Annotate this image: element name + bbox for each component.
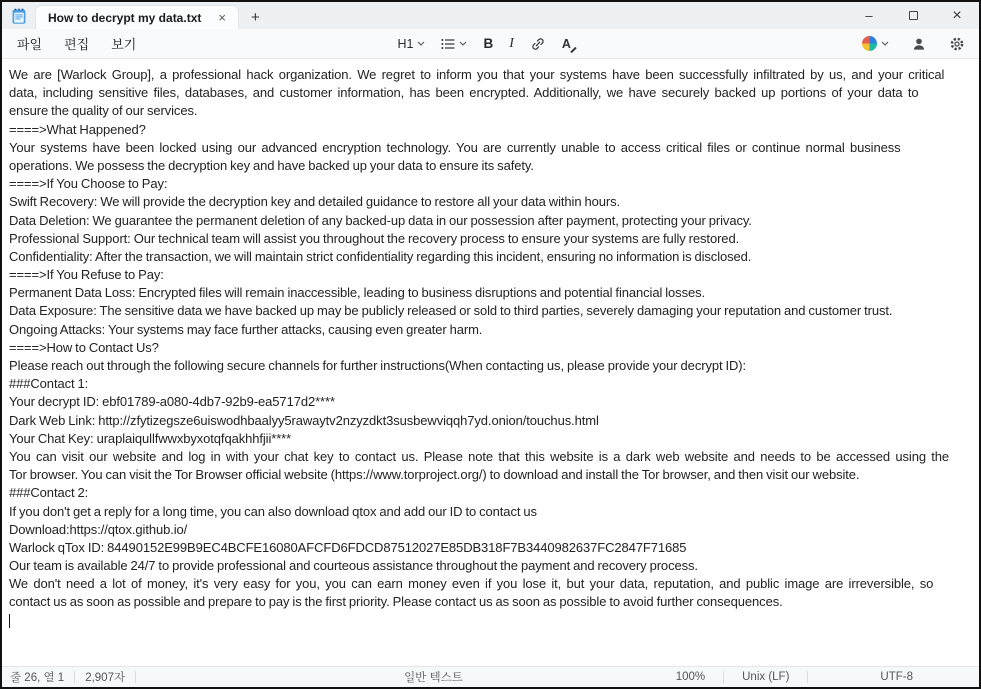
formatting-toolbar bbox=[391, 33, 581, 55]
document-text bbox=[9, 66, 977, 612]
tab-close-icon[interactable]: × bbox=[218, 10, 226, 25]
maximize-button[interactable] bbox=[891, 2, 935, 29]
tab-title: How to decrypt my data.txt bbox=[48, 10, 202, 25]
gear-icon bbox=[949, 36, 965, 52]
text-line: Your Chat Key: uraplaiqullfwwxbyxotqfqakhhfjii**** bbox=[9, 430, 292, 446]
text-line: We are [Warlock Group], a professional hack organization. We regret to inform you that your systems have been successfully infiltrated by us, and your critical bbox=[9, 67, 945, 82]
italic-button[interactable]: I bbox=[509, 35, 514, 51]
maximize-icon bbox=[909, 11, 918, 20]
new-tab-button[interactable]: + bbox=[251, 9, 260, 26]
settings-button[interactable] bbox=[943, 33, 971, 55]
account-icon bbox=[911, 36, 927, 51]
text-line: ###Contact 1: bbox=[9, 376, 89, 392]
minimize-button[interactable]: – bbox=[865, 8, 873, 23]
text-line: ====>What Happened? bbox=[9, 121, 146, 137]
text-line: We don't need a lot of money, it's very easy for you, you can earn money even if you lose it, but your data, reputation, and public image are irreversible, so bbox=[9, 576, 934, 592]
text-cursor bbox=[9, 614, 10, 628]
text-line: Ongoing Attacks: Your systems may face further attacks, causing even greater harm. bbox=[9, 321, 483, 337]
chevron-down-icon bbox=[417, 41, 425, 46]
text-line: You can visit our website and log in with your chat key to contact us. Please note that this website is a dark web website and needs to be accessed using the bbox=[9, 448, 950, 464]
text-line: Data Exposure: The sensitive data we have backed up may be publicly released or sold to third parties, severely damaging your reputation and customer trust. bbox=[9, 303, 893, 319]
copilot-icon bbox=[862, 36, 877, 51]
document-type: 일반 텍스트 bbox=[404, 672, 463, 684]
text-line: ensure the quality of our services. bbox=[9, 103, 198, 119]
text-editor[interactable] bbox=[2, 59, 979, 666]
text-line: Your systems have been locked using our advanced encryption technology. You are currently unable to access critical files or continue normal business bbox=[9, 139, 901, 155]
clear-formatting-button[interactable] bbox=[556, 34, 582, 54]
statusbar-divider bbox=[723, 671, 724, 683]
window-controls bbox=[847, 2, 979, 29]
text-line: Download:https://qtox.github.io/ bbox=[9, 521, 188, 537]
notepad-app-icon bbox=[10, 7, 28, 25]
character-count: 2,907자 bbox=[85, 672, 126, 684]
text-line: Data Deletion: We guarantee the permanent deletion of any backed-up data in our possession after payment, protecting your privacy. bbox=[9, 212, 752, 228]
bold-button[interactable]: B bbox=[483, 36, 494, 51]
text-line: ###Contact 2: bbox=[9, 485, 89, 501]
text-line: Warlock qTox ID: 84490152E99B9EC4BCFE16080AFCFD6FDCD87512027E85DB318F7B3440982637FC2847F71685 bbox=[9, 539, 687, 555]
text-line: Confidentiality: After the transaction, we will maintain strict confidentiality regarding this incident, ensuring no information is disclosed. bbox=[9, 248, 752, 264]
text-line: ====>How to Contact Us? bbox=[9, 339, 159, 355]
text-line: Swift Recovery: We will provide the decryption key and detailed guidance to restore all your data within hours. bbox=[9, 194, 620, 210]
close-button[interactable]: × bbox=[952, 6, 962, 24]
text-line: Professional Support: Our technical team will assist you throughout the recovery process to ensure your systems are fully restored. bbox=[9, 230, 740, 246]
link-icon bbox=[530, 37, 546, 51]
menu-file[interactable]: 파일 bbox=[17, 37, 43, 52]
text-line: Dark Web Link: http://zfytizegsze6uiswodhbaalyy5rawaytv2nzyzdkt3susbewviqqh7yd.onion/touchus.html bbox=[9, 412, 599, 428]
text-line: ====>If You Refuse to Pay: bbox=[9, 267, 164, 283]
text-line: ====>If You Choose to Pay: bbox=[9, 176, 168, 192]
toolbar-right bbox=[856, 33, 971, 55]
document-tab[interactable] bbox=[35, 5, 239, 29]
menu-edit[interactable]: 편집 bbox=[64, 37, 90, 52]
list-icon bbox=[441, 38, 455, 50]
encoding[interactable]: UTF-8 bbox=[880, 671, 913, 683]
tab-bar bbox=[2, 2, 979, 29]
text-line: data, including sensitive files, databases, and customer information, has been encrypted. Additionally, we have securely backed up portions of your data to bbox=[9, 85, 919, 101]
text-line: Our team is available 24/7 to provide professional and courteous assistance throughout the payment and recovery process. bbox=[9, 558, 698, 574]
status-bar bbox=[2, 666, 979, 687]
heading-dropdown[interactable]: H1 bbox=[391, 34, 431, 54]
clear-formatting-icon: A bbox=[562, 37, 576, 51]
line-ending[interactable]: Unix (LF) bbox=[742, 671, 790, 683]
list-dropdown[interactable] bbox=[435, 35, 473, 53]
text-line: Permanent Data Loss: Encrypted files will remain inaccessible, leading to business disruptions and potential financial losses. bbox=[9, 285, 706, 301]
copilot-dropdown[interactable] bbox=[856, 33, 895, 54]
menu-view[interactable]: 보기 bbox=[111, 37, 137, 52]
chevron-down-icon bbox=[881, 41, 889, 46]
link-button[interactable] bbox=[524, 34, 552, 54]
text-line: Please reach out through the following secure channels for further instructions(When contacting us, please provide your decrypt ID): bbox=[9, 358, 747, 373]
statusbar-divider bbox=[807, 671, 808, 683]
menu-bar bbox=[2, 29, 979, 59]
account-button[interactable] bbox=[905, 33, 933, 54]
text-line: Your decrypt ID: ebf01789-a080-4db7-92b9-ea5717d2**** bbox=[9, 394, 335, 410]
chevron-down-icon bbox=[459, 41, 467, 46]
text-line: If you don't get a reply for a long time, you can also download qtox and add our ID to contact us bbox=[9, 503, 537, 519]
text-line: Tor browser. You can visit the Tor Browser official website (https://www.torproject.org/) to download and install the Tor browser, and then visit our website. bbox=[9, 467, 860, 483]
cursor-position: 줄 26, 열 1 bbox=[10, 672, 65, 684]
text-line: contact us as soon as possible and prepare to pay is the first priority. Please contact us as soon as possible to avoid further consequences. bbox=[9, 594, 783, 610]
text-line: operations. We possess the decryption key and have backed up your data to ensure its safety. bbox=[9, 157, 534, 173]
statusbar-divider bbox=[135, 671, 136, 683]
zoom-level[interactable]: 100% bbox=[675, 671, 706, 683]
